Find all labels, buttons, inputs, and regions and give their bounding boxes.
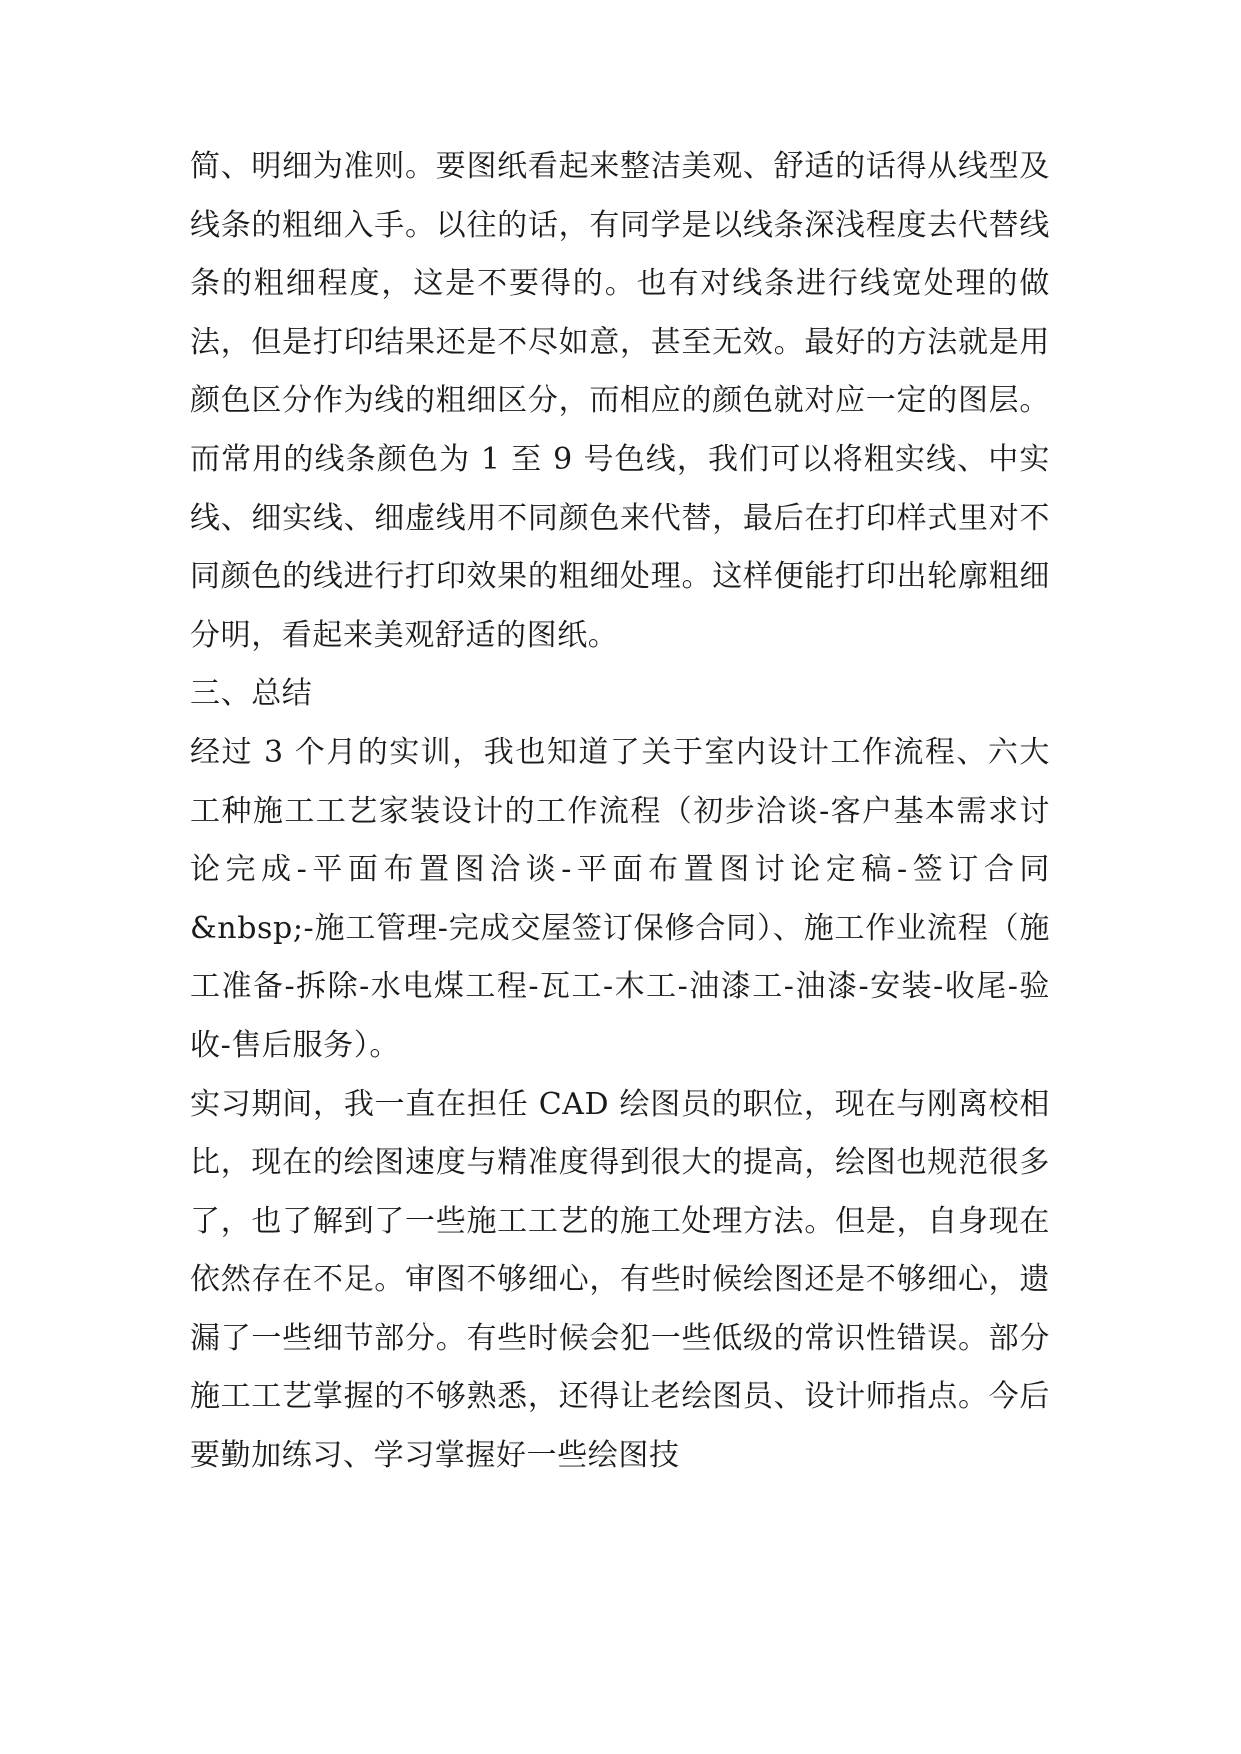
paragraph-workflow: 经过 3 个月的实训，我也知道了关于室内设计工作流程、六大工种施工工艺家装设计的工作流程（初步洽谈-客户基本需求讨论完成-平面布置图洽谈-平面布置图讨论定稿-签订合同&nbsp;-施工管理-完成交屋签订保修合同）、施工作业流程（施工准备-拆除-水电煤工程-瓦工-木工-油漆工-油漆-安装-收尾-验收-售后服务）。 [190, 734, 1050, 1063]
paragraph-internship-reflection: 实习期间，我一直在担任 CAD 绘图员的职位，现在与刚离校相比，现在的绘图速度与精准度得到很大的提高，绘图也规范很多了，也了解到了一些施工工艺的施工处理方法。但是，自身现在依然存在不足。审图不够细心，有些时候绘图还是不够细心，遗漏了一些细节部分。有些时候会犯一些低级的常识性错误。部分施工工艺掌握的不够熟悉，还得让老绘图员、设计师指点。今后要勤加练习、学习掌握好一些绘图技 [190, 1086, 1050, 1474]
section-heading-summary: 三、总结 [190, 676, 313, 712]
paragraph-line-weight-method: 简、明细为准则。要图纸看起来整洁美观、舒适的话得从线型及线条的粗细入手。以往的话，有同学是以线条深浅程度去代替线条的粗细程度，这是不要得的。也有对线条进行线宽处理的做法，但是打印结果还是不尽如意，甚至无效。最好的方法就是用颜色区分作为线的粗细区分，而相应的颜色就对应一定的图层。而常用的线条颜色为 1 至 9 号色线，我们可以将粗实线、中实线、细实线、细虚线用不同颜色来代替，最后在打印样式里对不同颜色的线进行打印效果的粗细处理。这样便能打印出轮廓粗细分明，看起来美观舒适的图纸。 [190, 149, 1050, 653]
document-body [190, 138, 1050, 1486]
